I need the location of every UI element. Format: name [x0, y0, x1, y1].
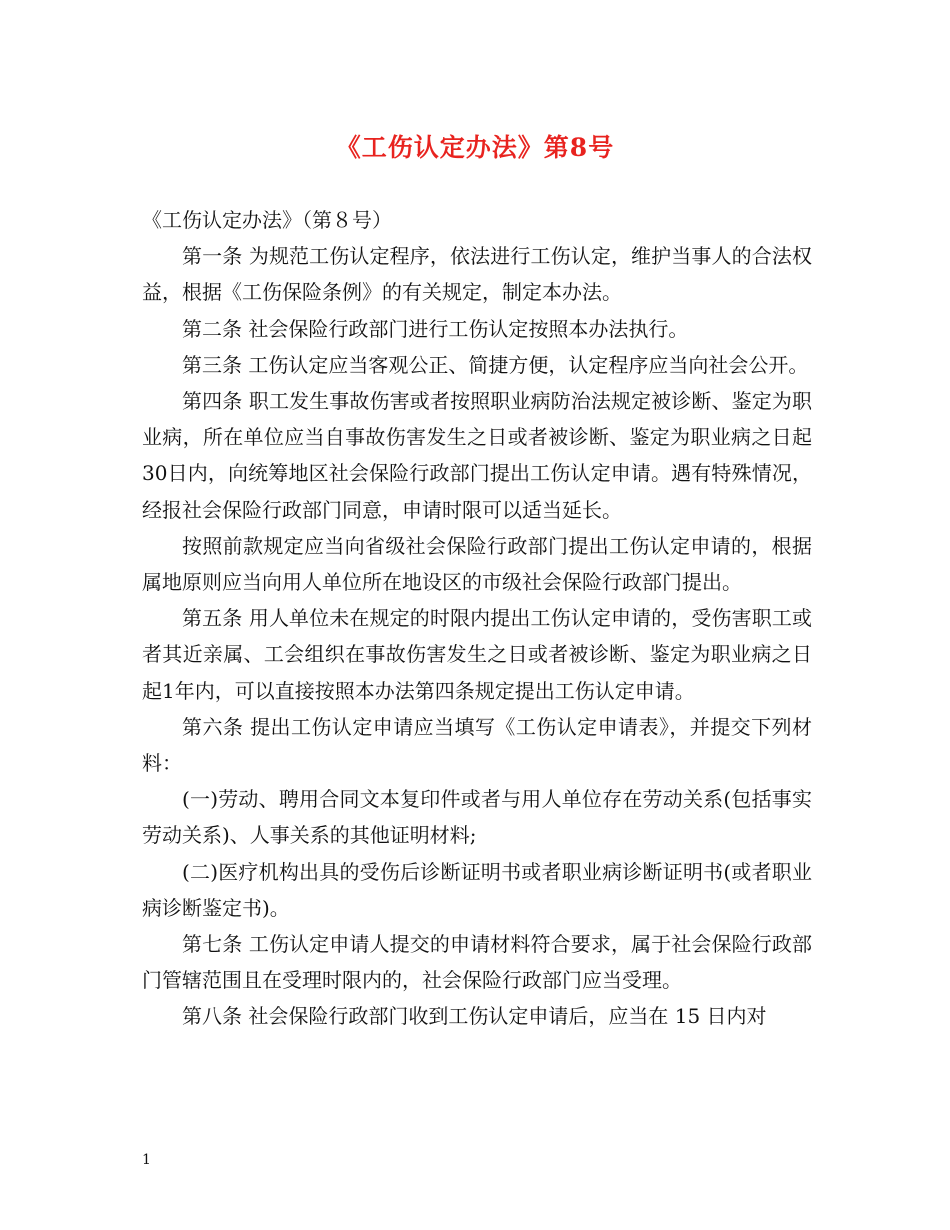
article-4: 第四条 职工发生事故伤害或者按照职业病防治法规定被诊断、鉴定为职业病，所在单位应当自事故伤害发生之日或者被诊断、鉴定为职业病之日起30日内，向统筹地区社会保险行政部门提出工伤认定申请。遇有特殊情况，经报社会保险行政部门同意，申请时限可以适当延长。	[142, 389, 812, 522]
article-8: 第八条 社会保险行政部门收到工伤认定申请后，应当在 15 日内对	[182, 1004, 767, 1029]
article-6-item-2: (二)医疗机构出具的受伤后诊断证明书或者职业病诊断证明书(或者职业病诊断鉴定书)。	[142, 859, 812, 920]
document-subtitle: 《工伤认定办法》（第８号）	[142, 208, 392, 232]
document-title: 《工伤认定办法》第8号	[335, 133, 615, 162]
article-6-item-1: (一)劳动、聘用合同文本复印件或者与用人单位存在劳动关系(包括事实劳动关系)、人事关系的其他证明材料;	[142, 787, 812, 848]
article-6: 第六条 提出工伤认定申请应当填写《工伤认定申请表》，并提交下列材料：	[142, 714, 812, 776]
article-7: 第七条 工伤认定申请人提交的申请材料符合要求，属于社会保险行政部门管辖范围且在受理时限内的，社会保险行政部门应当受理。	[142, 932, 812, 993]
article-5: 第五条 用人单位未在规定的时限内提出工伤认定申请的，受伤害职工或者其近亲属、工会组织在事故伤害发生之日或者被诊断、鉴定为职业病之日起1年内，可以直接按照本办法第四条规定提出工伤认定申请。	[142, 606, 812, 703]
article-3: 第三条 工伤认定应当客观公正、简捷方便，认定程序应当向社会公开。	[182, 352, 809, 377]
article-1: 第一条 为规范工伤认定程序，依法进行工伤认定，维护当事人的合法权益，根据《工伤保险条例》的有关规定，制定本办法。	[142, 244, 812, 305]
article-2: 第二条 社会保险行政部门进行工伤认定按照本办法执行。	[182, 316, 689, 341]
article-4-clause-2: 按照前款规定应当向省级社会保险行政部门提出工伤认定申请的，根据属地原则应当向用人单位所在地设区的市级社会保险行政部门提出。	[142, 533, 812, 595]
document-body	[142, 202, 812, 1035]
page-number: 1	[142, 1152, 151, 1168]
